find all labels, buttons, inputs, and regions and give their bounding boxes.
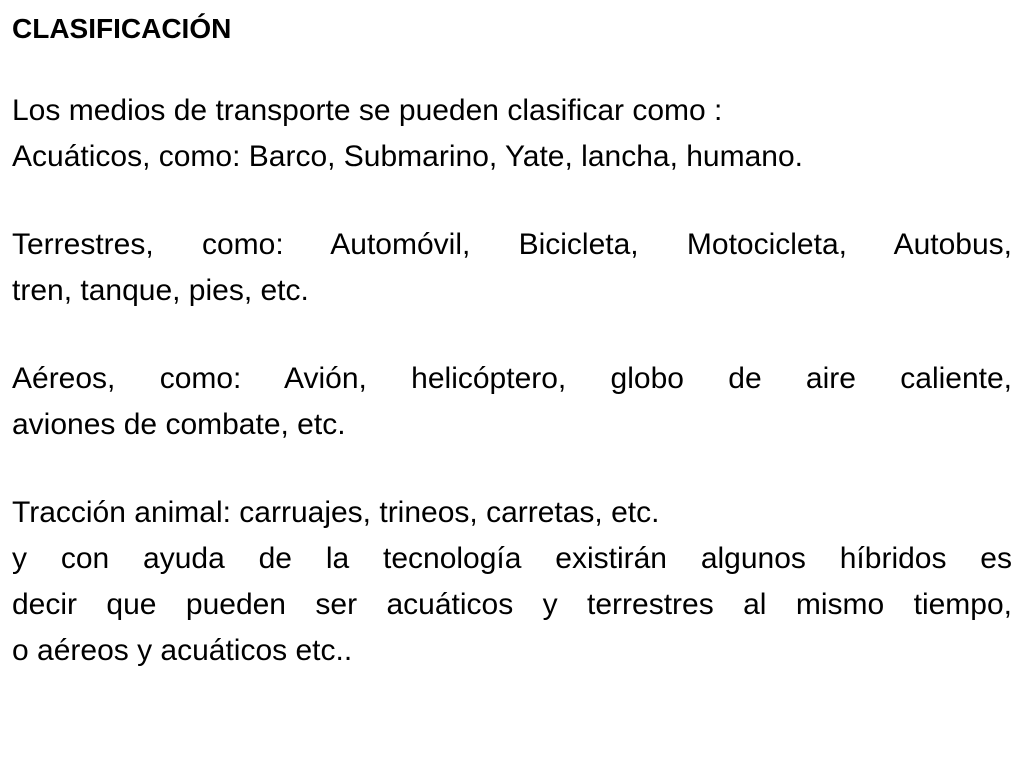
- aereos-line-2: aviones de combate, etc.: [12, 408, 346, 441]
- spacer: [12, 448, 1012, 490]
- acuaticos-line: Acuáticos, como: Barco, Submarino, Yate, lancha, humano.: [12, 140, 803, 173]
- slide-title: CLASIFICACIÓN: [12, 13, 232, 44]
- intro-line: Los medios de transporte se pueden clasificar como :: [12, 94, 723, 127]
- hibridos-line-2: decir que pueden ser acuáticos y terrestres al mismo tiempo,: [12, 588, 1012, 621]
- traccion-line: Tracción animal: carruajes, trineos, carretas, etc.: [12, 496, 660, 529]
- terrestres-line-2: tren, tanque, pies, etc.: [12, 274, 309, 307]
- slide-content: [12, 8, 1012, 674]
- hibridos-line-3: o aéreos y acuáticos etc..: [12, 634, 353, 667]
- hibridos-line-1: y con ayuda de la tecnología existirán algunos híbridos es: [12, 542, 1012, 575]
- spacer: [12, 50, 1012, 88]
- spacer: [12, 180, 1012, 222]
- spacer: [12, 314, 1012, 356]
- terrestres-line-1: Terrestres, como: Automóvil, Bicicleta, Motocicleta, Autobus,: [12, 228, 1012, 261]
- aereos-line-1: Aéreos, como: Avión, helicóptero, globo de aire caliente,: [12, 362, 1012, 395]
